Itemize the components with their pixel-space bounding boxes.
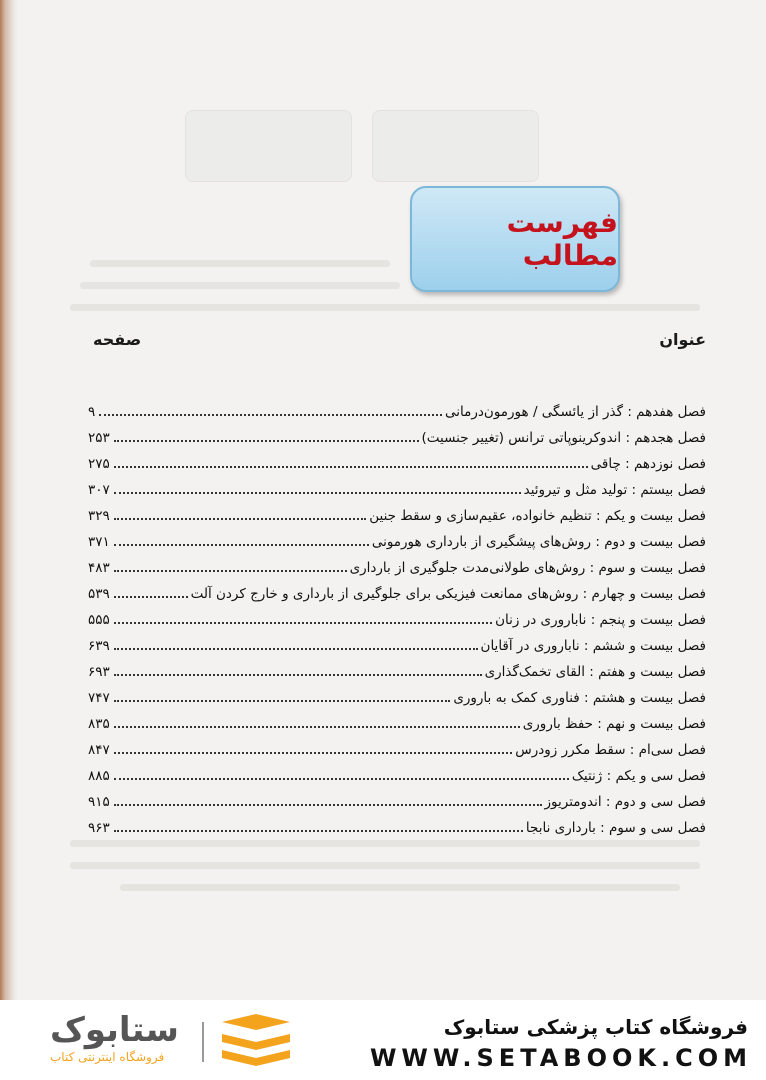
toc-entry-page: ۹ [88,404,96,420]
bleed-through-line [70,862,700,869]
toc-entry-page: ۳۲۹ [88,508,110,524]
toc-entry-title: فصل بیست و سوم : روش‌های طولانی‌مدت جلوگیری از بارداری [349,560,706,576]
toc-entry-title: فصل سی و دوم : اندومتریوز [544,794,706,810]
toc-entry-page: ۸۸۵ [88,768,110,784]
logo-divider [202,1022,204,1062]
toc-entry-page: ۵۵۵ [88,612,110,628]
dot-leader [114,596,188,598]
dot-leader [99,414,442,416]
toc-entry-title: فصل بیست و ششم : ناباروری در آقایان [480,638,706,654]
store-footer [0,1000,766,1080]
toc-entry [88,524,706,550]
toc-entry [88,420,706,446]
toc-entry-title: فصل بیستم : تولید مثل و تیروئید [523,482,706,498]
toc-entry-title: فصل بیست و یکم : تنظیم خانواده، عقیم‌سازی و سقط جنین [369,508,706,524]
logo-subtitle: فروشگاه اینترنتی کتاب [50,1050,165,1064]
toc-entry [88,784,706,810]
dot-leader [114,492,521,494]
bleed-through-line [120,884,680,891]
toc-entry-page: ۹۱۵ [88,794,110,810]
toc-entry-page: ۸۴۷ [88,742,110,758]
toc-entry-title: فصل بیست و هفتم : القای تخمک‌گذاری [484,664,706,680]
toc-entry-title: فصل سی و یکم : ژنتیک [571,768,706,784]
bleed-through-box-right [372,110,539,182]
toc-entry-page: ۵۳۹ [88,586,110,602]
dot-leader [114,466,588,468]
toc-entry [88,810,706,836]
toc-entry [88,654,706,680]
toc-entry-page: ۲۵۳ [88,430,110,446]
toc-entry [88,498,706,524]
toc-entry-page: ۶۳۹ [88,638,110,654]
toc-entry [88,706,706,732]
dot-leader [114,440,419,442]
dot-leader [114,830,523,832]
toc-entry-title: فصل نوزدهم : چاقی [590,456,706,472]
toc-entry [88,576,706,602]
toc-entry [88,732,706,758]
bleed-through-box-left [185,110,352,182]
page-edge-shadow [0,0,18,1000]
bleed-through-line [70,304,700,311]
toc-entry-title: فصل بیست و دوم : روش‌های پیشگیری از بارداری هورمونی [371,534,706,550]
dot-leader [114,622,492,624]
toc-entry-title: فصل سی و سوم : بارداری نابجا [525,820,706,836]
bleed-through-line [90,260,390,267]
book-stack-icon [216,1012,296,1072]
dot-leader [114,804,542,806]
dot-leader [114,674,482,676]
column-header-page: صفحه [93,330,142,349]
toc-entry [88,602,706,628]
toc-entry [88,394,706,420]
dot-leader [114,752,513,754]
toc-entry [88,472,706,498]
store-name: فروشگاه کتاب پزشکی ستابوک [443,1015,748,1039]
toc-entry-page: ۳۰۷ [88,482,110,498]
store-logo [20,1008,300,1074]
dot-leader [114,544,369,546]
toc-list [88,394,706,836]
dot-leader [114,726,520,728]
toc-entry-title: فصل هفدهم : گذر از یائسگی / هورمون‌درمانی [445,404,706,420]
toc-entry [88,758,706,784]
logo-word: ستابوک [50,1010,179,1050]
toc-entry-title: فصل سی‌ام : سقط مکرر زودرس [515,742,706,758]
toc-title: فهرست مطالب [506,206,618,272]
column-header-title: عنوان [659,330,706,349]
toc-entry [88,680,706,706]
toc-entry [88,446,706,472]
toc-entry-page: ۹۶۳ [88,820,110,836]
toc-entry-page: ۲۷۵ [88,456,110,472]
bleed-through-line [70,840,700,847]
toc-entry-title: فصل بیست و چهارم : روش‌های ممانعت فیزیکی برای جلوگیری از بارداری و خارج کردن آلت [190,586,706,602]
toc-entry [88,628,706,654]
dot-leader [114,778,569,780]
toc-entry-page: ۶۹۳ [88,664,110,680]
dot-leader [114,570,347,572]
bleed-through-line [80,282,400,289]
toc-entry-page: ۳۷۱ [88,534,110,550]
toc-entry-page: ۷۴۷ [88,690,110,706]
dot-leader [114,518,366,520]
toc-entry-page: ۴۸۳ [88,560,110,576]
toc-entry-title: فصل هجدهم : اندوکرینوپاتی ترانس (تغییر جنسیت) [421,430,706,446]
dot-leader [114,700,451,702]
toc-entry-title: فصل بیست و هشتم : فناوری کمک به باروری [453,690,706,706]
toc-entry-page: ۸۳۵ [88,716,110,732]
toc-entry [88,550,706,576]
store-url[interactable]: WWW.SETABOOK.COM [369,1044,752,1072]
toc-entry-title: فصل بیست و نهم : حفظ باروری [522,716,706,732]
toc-title-box [410,186,620,292]
dot-leader [114,648,478,650]
toc-entry-title: فصل بیست و پنجم : ناباروری در زنان [495,612,706,628]
